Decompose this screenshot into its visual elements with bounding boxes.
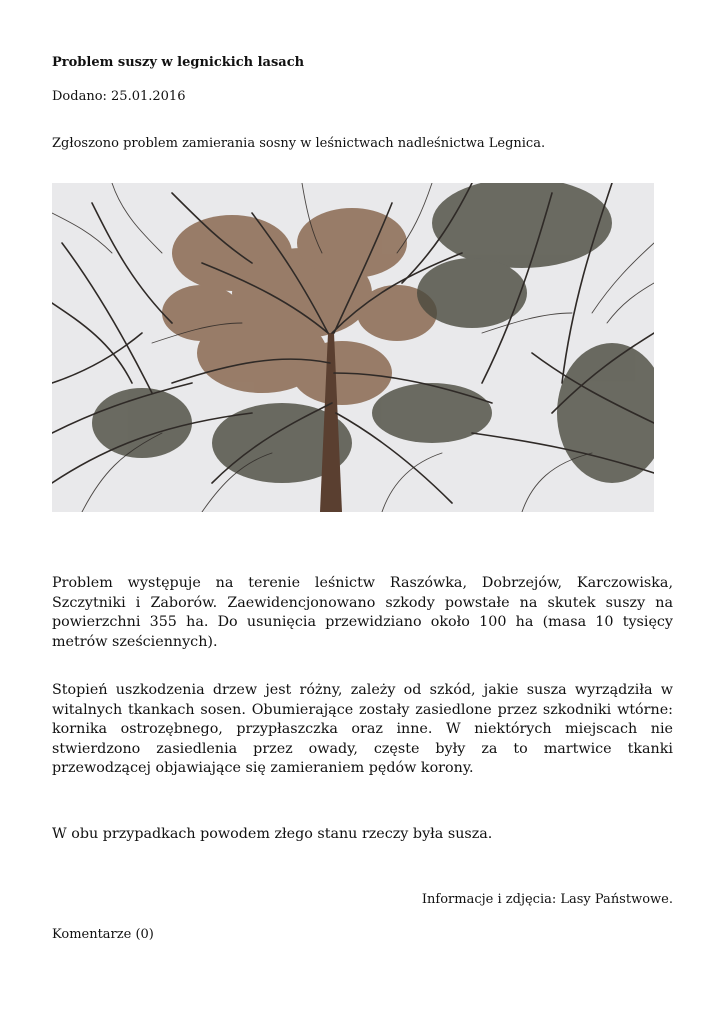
pine-trees-image xyxy=(52,183,654,512)
publish-date: Dodano: 25.01.2016 xyxy=(52,89,186,104)
photo-credit: Informacje i zdjęcia: Lasy Państwowe. xyxy=(421,892,673,907)
article-intro: Zgłoszono problem zamierania sosny w leśnictwach nadleśnictwa Legnica. xyxy=(52,136,546,151)
article-paragraph-1: Problem występuje na terenie leśnictw Raszówka, Dobrzejów, Karczowiska, Szczytniki i Zaborów. Zaewidencjonowano szkody powstałe na skutek suszy na powierzchni 355 ha. Do usunięcia przewidziano około 100 ha (masa 10 tysięcy metrów sześciennych). xyxy=(52,575,673,650)
article-paragraph-3: W obu przypadkach powodem złego stanu rzeczy była susza. xyxy=(52,826,493,842)
article-title: Problem suszy w legnickich lasach xyxy=(52,55,305,70)
comments-link[interactable]: Komentarze (0) xyxy=(52,927,154,942)
article-paragraph-2: Stopień uszkodzenia drzew jest różny, zależy od szkód, jakie susza wyrządziła w witalnych tkankach sosen. Obumierające zostały zasiedlone przez szkodniki wtórne: kornika ostrozębnego, przypłaszczka oraz inne. W niektórych miejscach nie stwierdzono zasiedlenia przez owady, częste były za to martwice tkanki przewodzącej objawiające się zamieraniem pędów korony. xyxy=(52,682,673,776)
article-photo xyxy=(52,183,654,512)
